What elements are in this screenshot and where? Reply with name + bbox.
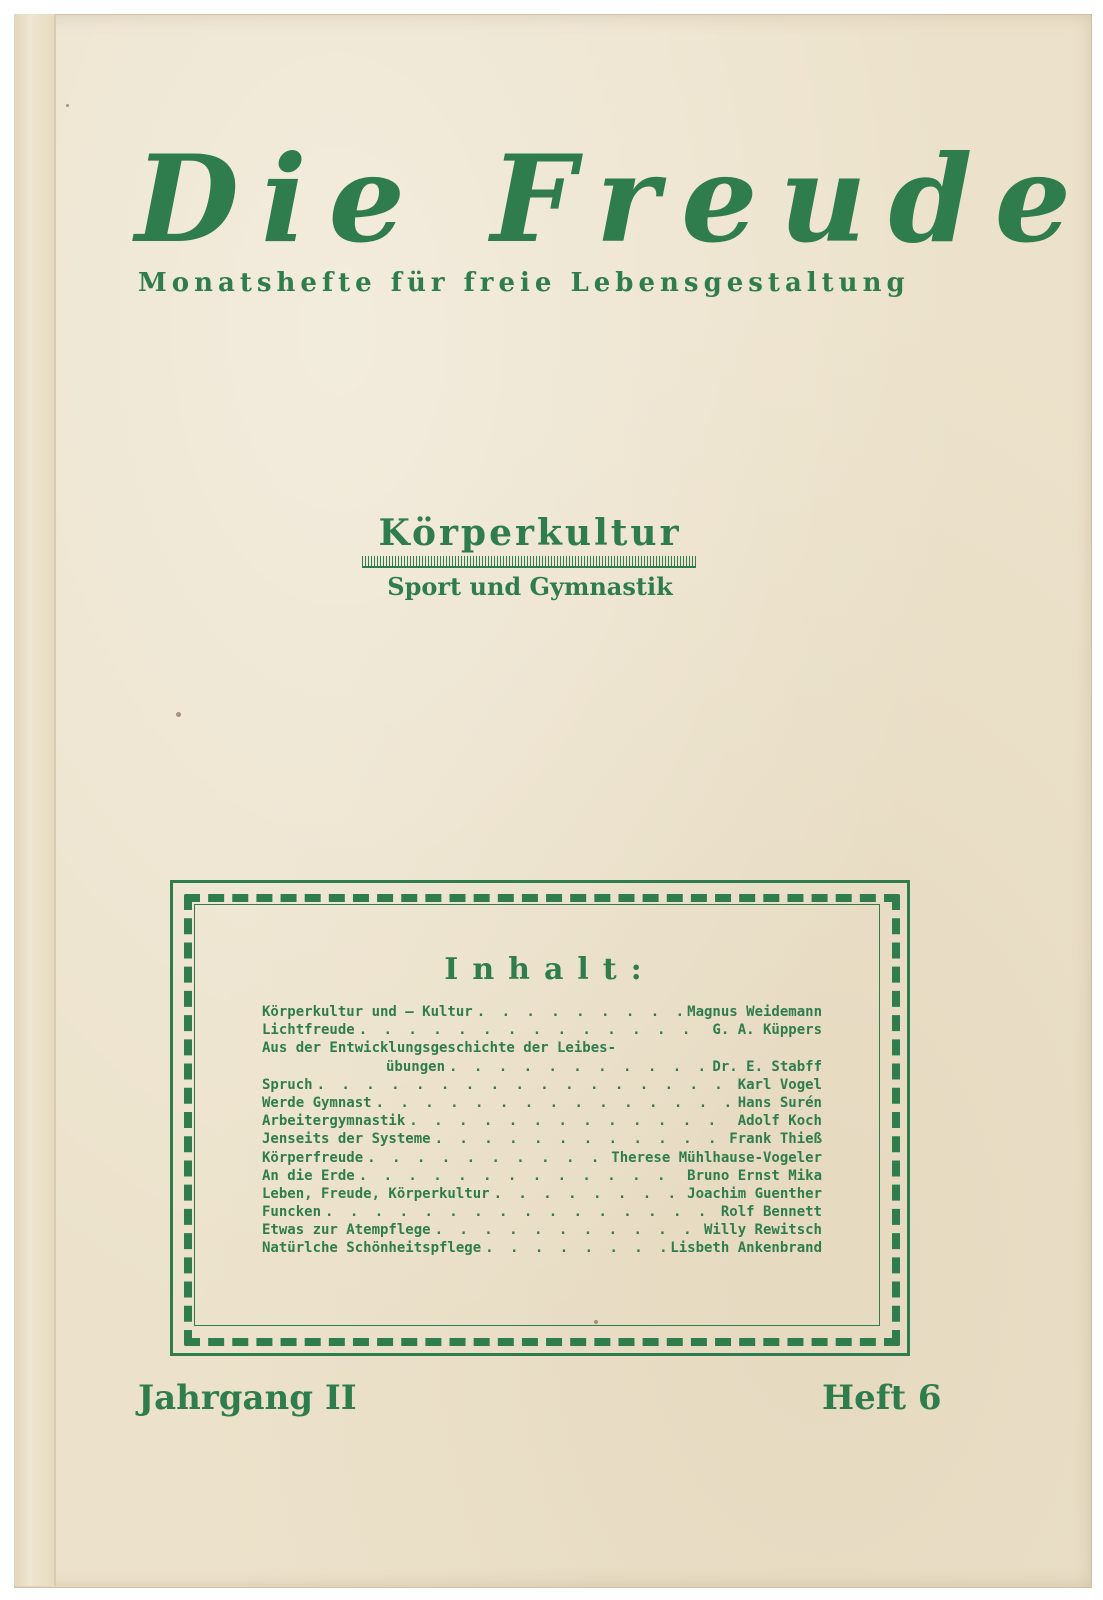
contents-entry-title: Jenseits der Systeme bbox=[262, 1131, 431, 1148]
contents-entry-author: Adolf Koch bbox=[737, 1113, 822, 1130]
contents-entry bbox=[262, 1149, 822, 1167]
paper-blemish bbox=[176, 712, 181, 717]
leader-dots bbox=[359, 1167, 683, 1185]
contents-entry bbox=[262, 1112, 822, 1130]
leader-dots bbox=[367, 1149, 607, 1167]
contents-entry-title: Arbeitergymnastik bbox=[262, 1113, 406, 1130]
paper-blemish bbox=[594, 1320, 598, 1324]
contents-entry-author: Dr. E. Stabff bbox=[712, 1058, 822, 1075]
contents-entry bbox=[262, 1021, 822, 1039]
book-spine bbox=[14, 14, 56, 1586]
contents-entry bbox=[262, 1185, 822, 1203]
contents-entry bbox=[262, 1003, 822, 1021]
contents-entry bbox=[262, 1094, 822, 1112]
contents-entry-title: Körperfreude bbox=[262, 1149, 364, 1166]
contents-entry-author: Karl Vogel bbox=[737, 1076, 822, 1093]
ornamental-rule bbox=[362, 556, 696, 566]
contents-entry bbox=[262, 1239, 822, 1257]
contents-entry-title: Werde Gymnast bbox=[262, 1094, 372, 1111]
contents-entry-author: Bruno Ernst Mika bbox=[687, 1167, 822, 1184]
leader-dots bbox=[409, 1112, 733, 1130]
contents-entry-title: Natürlche Schönheitspflege bbox=[262, 1240, 482, 1257]
contents-entry bbox=[262, 1076, 822, 1094]
contents-entry-author: Frank Thieß bbox=[729, 1131, 822, 1148]
contents-entry-title: Leben, Freude, Körperkultur bbox=[262, 1185, 490, 1202]
contents-entry-title: Aus der Entwicklungsgeschichte der Leibes- bbox=[262, 1040, 617, 1057]
issue-theme-heading: Körperkultur bbox=[378, 512, 682, 554]
contents-entry-author: Joachim Guenther bbox=[687, 1185, 822, 1202]
leader-dots bbox=[477, 1003, 683, 1021]
contents-entry bbox=[262, 1221, 822, 1239]
paper-blemish bbox=[66, 104, 69, 107]
contents-entry bbox=[262, 1203, 822, 1221]
contents-entry bbox=[262, 1167, 822, 1185]
contents-entry-title: Etwas zur Atempflege bbox=[262, 1222, 431, 1239]
leader-dots bbox=[494, 1185, 684, 1203]
ornamental-rule-line bbox=[362, 566, 696, 568]
leader-dots bbox=[317, 1076, 734, 1094]
contents-entry-title: Körperkultur und — Kultur bbox=[262, 1004, 473, 1020]
contents-entry-author: Therese Mühlhause-Vogeler bbox=[611, 1149, 822, 1166]
leader-dots bbox=[325, 1203, 717, 1221]
leader-dots bbox=[449, 1058, 708, 1076]
contents-entry-author: G. A. Küppers bbox=[712, 1022, 822, 1039]
contents-entry-author: Hans Surén bbox=[737, 1094, 822, 1111]
contents-entry-title: Funcken bbox=[262, 1204, 322, 1221]
contents-entry-author: Magnus Weidemann bbox=[687, 1004, 822, 1020]
leader-dots bbox=[435, 1221, 700, 1239]
contents-entry-author: Lisbeth Ankenbrand bbox=[670, 1240, 822, 1257]
contents-entry-author: Rolf Bennett bbox=[720, 1204, 822, 1221]
issue-label: Heft 6 bbox=[822, 1378, 942, 1418]
contents-entry-title: Lichtfreude bbox=[262, 1022, 355, 1039]
contents-list bbox=[262, 1003, 822, 1258]
contents-entry-title: Spruch bbox=[262, 1076, 313, 1093]
contents-entry-author: Willy Rewitsch bbox=[703, 1222, 822, 1239]
issue-theme-subheading: Sport und Gymnastik bbox=[387, 572, 673, 601]
contents-heading: Inhalt: bbox=[444, 952, 656, 987]
leader-dots bbox=[435, 1130, 726, 1148]
contents-entry-title: An die Erde bbox=[262, 1167, 355, 1184]
magazine-title: Die Freude bbox=[135, 129, 1093, 270]
magazine-subtitle: Monatshefte für freie Lebensgestaltung bbox=[138, 268, 910, 298]
contents-entry-continuation bbox=[262, 1058, 822, 1076]
contents-entry bbox=[262, 1039, 822, 1057]
volume-label: Jahrgang II bbox=[138, 1378, 357, 1418]
contents-entry-title: übungen bbox=[386, 1058, 446, 1075]
contents-entry bbox=[262, 1130, 822, 1148]
leader-dots bbox=[376, 1094, 734, 1112]
leader-dots bbox=[359, 1021, 709, 1039]
leader-dots bbox=[485, 1239, 666, 1257]
